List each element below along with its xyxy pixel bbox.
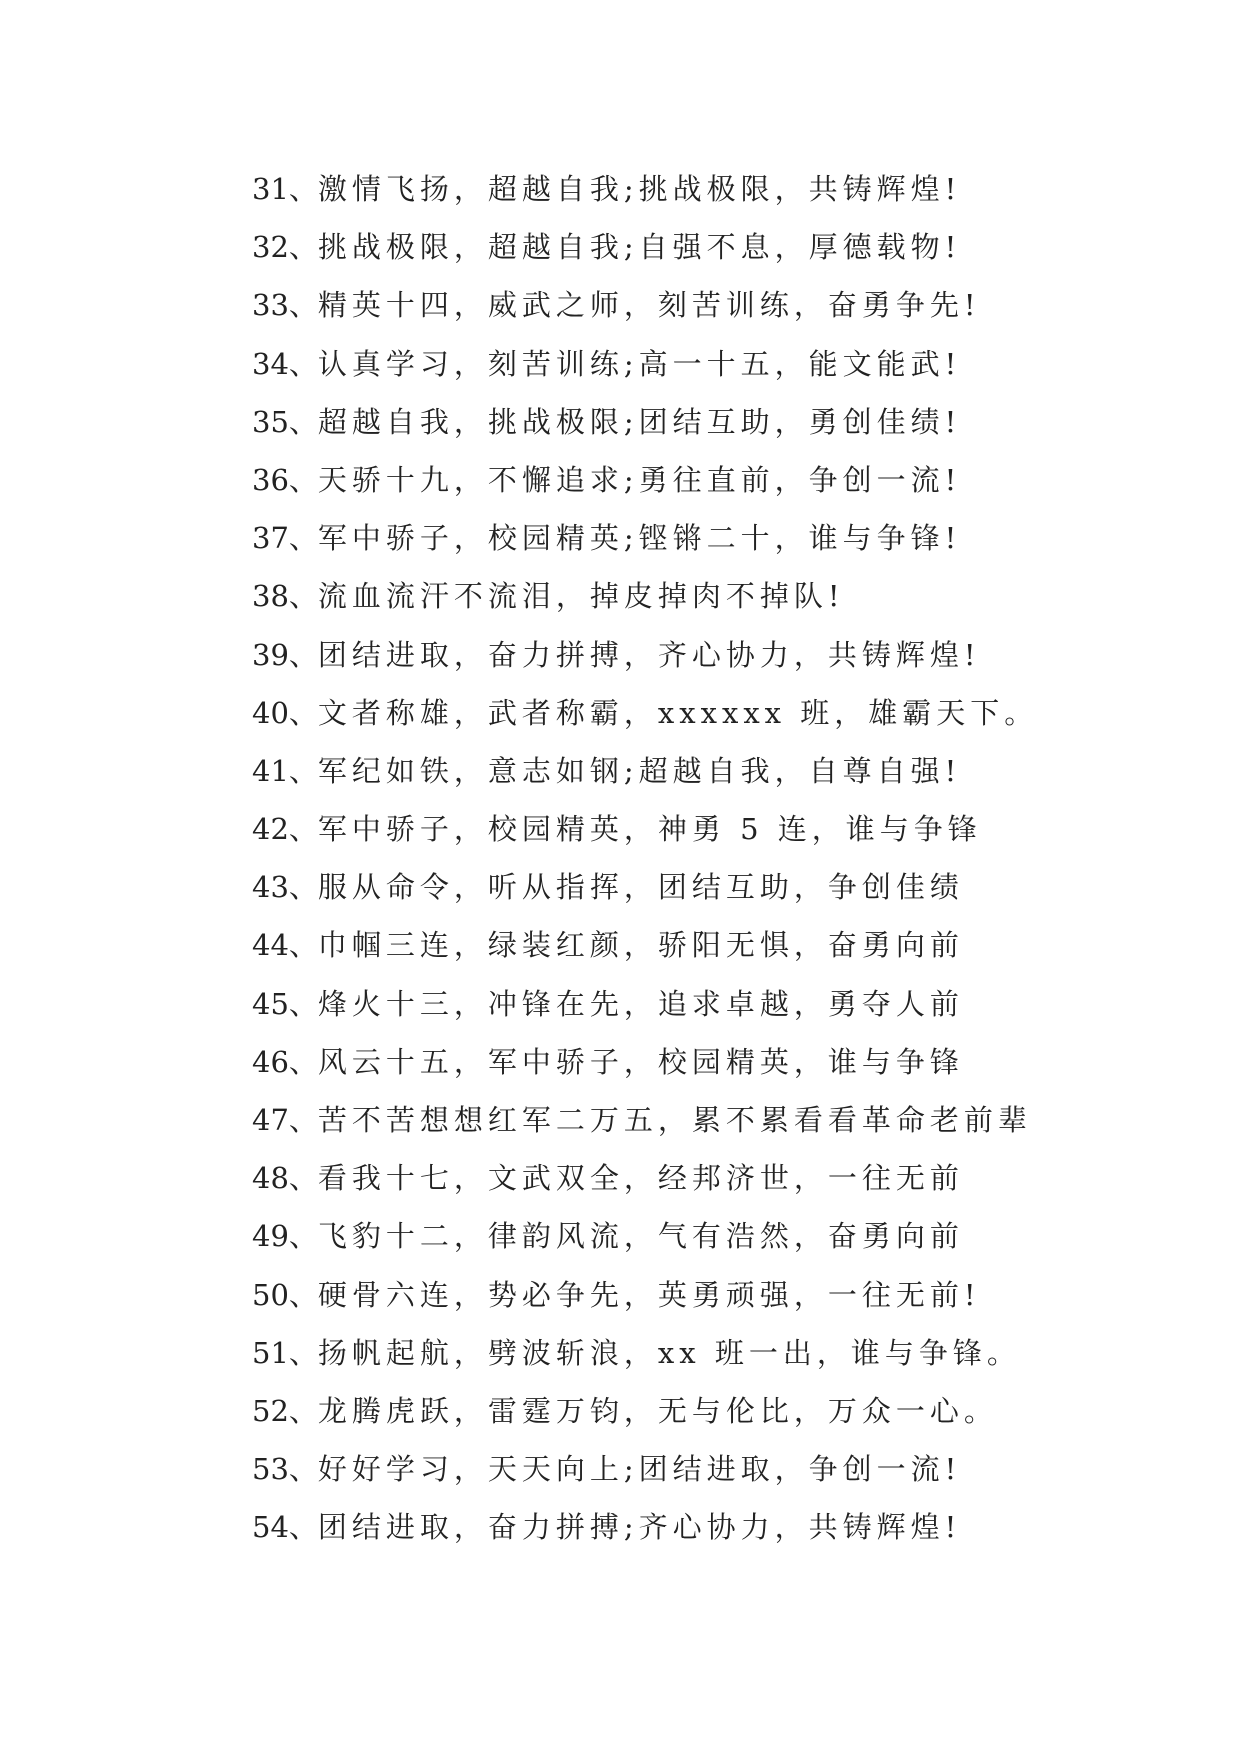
item-text: 流血流汗不流泪，掉皮掉肉不掉队! — [317, 579, 845, 614]
item-number: 41、 — [252, 753, 318, 788]
item-text: 文者称雄，武者称霸，xxxxxx 班，雄霸天下。 — [317, 695, 1039, 730]
item-text: 龙腾虎跃，雷霆万钧，无与伦比，万众一心。 — [317, 1393, 998, 1428]
item-number: 36、 — [252, 462, 318, 497]
list-item — [252, 800, 1038, 858]
list-item — [252, 1498, 1038, 1556]
item-number: 42、 — [252, 812, 318, 847]
item-number: 48、 — [252, 1161, 318, 1196]
list-item — [252, 684, 1038, 742]
item-number: 44、 — [252, 928, 318, 963]
list-item — [252, 1207, 1038, 1265]
list-item — [252, 335, 1038, 393]
item-number: 51、 — [252, 1335, 318, 1370]
item-number: 35、 — [252, 404, 318, 439]
item-text: 硬骨六连，势必争先，英勇顽强，一往无前! — [317, 1277, 981, 1312]
item-text: 风云十五，军中骄子，校园精英，谁与争锋 — [317, 1044, 964, 1079]
item-number: 43、 — [252, 870, 318, 905]
list-item — [252, 916, 1038, 974]
list-item — [252, 218, 1038, 276]
item-text: 飞豹十二，律韵风流，气有浩然，奋勇向前 — [317, 1219, 964, 1254]
item-number: 54、 — [252, 1510, 318, 1545]
item-text: 烽火十三，冲锋在先，追求卓越，勇夺人前 — [317, 986, 964, 1021]
slogan-list — [252, 160, 1038, 1557]
item-number: 40、 — [252, 695, 318, 730]
list-item — [252, 1324, 1038, 1382]
item-number: 49、 — [252, 1219, 318, 1254]
item-text: 认真学习，刻苦训练;高一十五，能文能武! — [317, 346, 962, 381]
item-text: 苦不苦想想红军二万五，累不累看看革命老前辈 — [317, 1103, 1032, 1137]
item-text: 团结进取，奋力拼搏;齐心协力，共铸辉煌! — [317, 1510, 962, 1545]
item-number: 46、 — [252, 1044, 318, 1079]
item-number: 45、 — [252, 986, 318, 1021]
list-item — [252, 1382, 1038, 1440]
list-item — [252, 1440, 1038, 1498]
list-item — [252, 276, 1038, 334]
item-text: 军中骄子，校园精英;铿锵二十，谁与争锋! — [317, 521, 962, 556]
item-text: 激情飞扬，超越自我;挑战极限，共铸辉煌! — [317, 172, 962, 206]
item-number: 53、 — [252, 1452, 318, 1487]
item-text: 巾帼三连，绿装红颜，骄阳无惧，奋勇向前 — [317, 928, 964, 963]
list-item — [252, 509, 1038, 567]
item-number: 52、 — [252, 1393, 318, 1428]
item-number: 50、 — [252, 1277, 318, 1312]
list-item — [252, 626, 1038, 684]
item-text: 扬帆起航，劈波斩浪，xx 班一出，谁与争锋。 — [317, 1335, 1021, 1370]
item-text: 服从命令，听从指挥，团结互助，争创佳绩 — [317, 870, 964, 905]
list-item — [252, 742, 1038, 800]
list-item — [252, 858, 1038, 916]
list-item — [252, 393, 1038, 451]
list-item — [252, 1266, 1038, 1324]
item-text: 天骄十九，不懈追求;勇往直前，争创一流! — [317, 462, 962, 497]
item-text: 军纪如铁，意志如钢;超越自我，自尊自强! — [317, 753, 962, 788]
list-item — [252, 1149, 1038, 1207]
list-item — [252, 567, 1038, 625]
item-number: 37、 — [252, 521, 318, 556]
list-item — [252, 451, 1038, 509]
list-item — [252, 1091, 1038, 1149]
item-number: 39、 — [252, 637, 318, 672]
item-number: 34、 — [252, 346, 318, 381]
item-text: 看我十七，文武双全，经邦济世，一往无前 — [317, 1161, 964, 1196]
item-number: 38、 — [252, 579, 318, 614]
item-number: 31、 — [252, 172, 318, 206]
list-item — [252, 975, 1038, 1033]
item-text: 团结进取，奋力拼搏，齐心协力，共铸辉煌! — [317, 637, 981, 672]
item-text: 军中骄子，校园精英，神勇 5 连，谁与争锋 — [317, 812, 982, 847]
item-number: 33、 — [252, 288, 318, 323]
item-number: 47、 — [252, 1103, 318, 1137]
item-number: 32、 — [252, 230, 318, 265]
item-text: 好好学习，天天向上;团结进取，争创一流! — [317, 1452, 962, 1487]
list-item — [252, 1033, 1038, 1091]
item-text: 挑战极限，超越自我;自强不息，厚德载物! — [317, 230, 962, 265]
list-item — [252, 160, 1038, 218]
item-text: 超越自我，挑战极限;团结互助，勇创佳绩! — [317, 404, 962, 439]
item-text: 精英十四，威武之师，刻苦训练，奋勇争先! — [317, 288, 981, 323]
